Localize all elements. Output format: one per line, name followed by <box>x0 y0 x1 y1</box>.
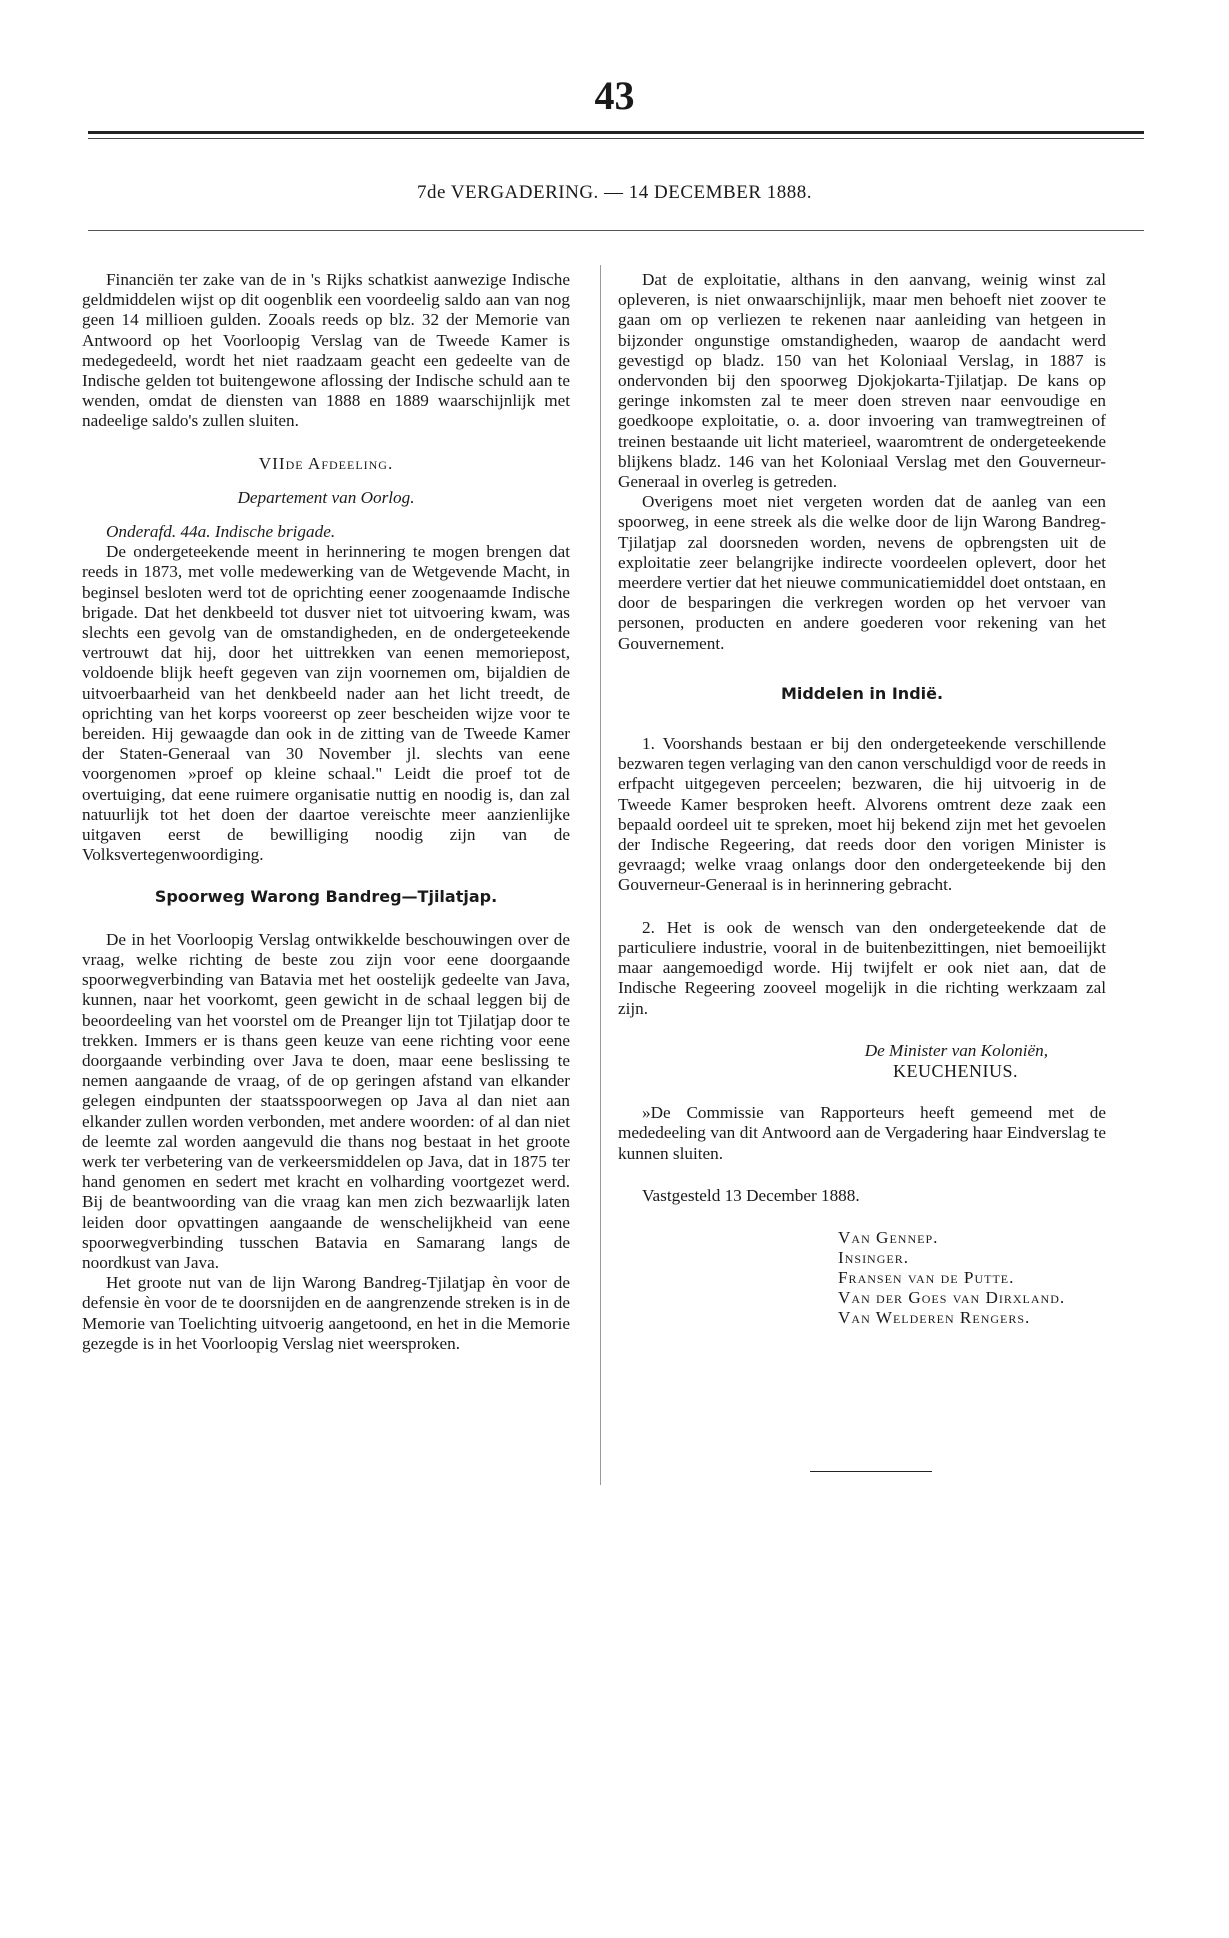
signatory: Van der Goes van Dirxland. <box>838 1287 1066 1307</box>
middelen-heading: Middelen in Indië. <box>780 683 944 703</box>
meeting-heading: 7de VERGADERING. — 14 DECEMBER 1888. <box>416 182 812 203</box>
right-paragraph-5: »De Commissie van Rapporteurs heeft gemeend met de mededeeling van dit Antwoord aan de Vergadering haar Eindverslag te kunnen sluiten. <box>618 1103 1106 1163</box>
right-paragraph-2: Overigens moet niet vergeten worden dat de aanleg van een spoorweg, in eene streek als die welke door de lijn Warong Bandreg-Tjilatjap zal doorsneden worden, nevens de opbrengsten uit de exploitatie zeer belangrijke indirecte voordeelen oplevert, door het meerdere vertier dat het nieuwe communicatiemiddel doet ontstaan, en door de besparingen die verkregen worden op het vervoer van personen, producten en andere goederen voor rekening van het Gouvernement. <box>618 492 1106 653</box>
minister-title: De Minister van Koloniën, <box>864 1040 1048 1060</box>
right-paragraph-3: 1. Voorshands bestaan er bij den ondergeteekende verschillende bezwaren tegen verlaging van den canon verschuldigd voor de reeds in erfpacht uitgegeven perceelen; bezwaren, die hij uitvoerig in de Tweede Kamer besproken heeft. Alvorens omtrent deze zaak een bepaald oordeel uit te spreken, moet hij bekend zijn met het gevoelen der Indische Regeering, dat reeds door den vorigen Minister is gevraagd; welke vraag onlangs door den ondergeteekende bij den Gouverneur-Generaal is in herinnering gebracht. <box>618 734 1106 895</box>
header-rule-thin <box>88 138 1144 139</box>
signatory: Fransen van de Putte. <box>838 1267 1015 1287</box>
signatory: Van Gennep. <box>838 1227 939 1247</box>
right-column <box>618 270 1106 1328</box>
signatory: Insinger. <box>838 1247 910 1267</box>
onderafd-label: Onderafd. 44a. Indische brigade. <box>106 522 336 542</box>
left-column <box>82 270 570 1354</box>
column-divider <box>600 265 601 1485</box>
minister-name: KEUCHENIUS. <box>893 1060 1018 1081</box>
signature-list <box>838 1228 1106 1328</box>
page-number: 43 <box>594 73 635 118</box>
left-paragraph-4: Het groote nut van de lijn Warong Bandreg-Tjilatjap èn voor de defensie èn voor de te doorsnijden en de aangrenzende streken is in de Memorie van Toelichting uitvoerig aangetoond, en het in die Memorie gezegde is in het Voorloopig Verslag niet weersproken. <box>82 1273 570 1353</box>
spoorweg-heading: Spoorweg Warong Bandreg—Tjilatjap. <box>154 887 498 907</box>
departement-heading: Departement van Oorlog. <box>237 487 415 507</box>
afdeeling-heading: VIIde Afdeeling. <box>258 453 394 473</box>
section-rule <box>88 230 1144 231</box>
right-paragraph-1: Dat de exploitatie, althans in den aanvang, weinig winst zal opleveren, is niet onwaarschijnlijk, maar men behoeft niet zoover te gaan om op verliezen te rekenen naar aanleiding van hetgeen in bijzonder ongunstige omstandigheden, waarop de aandacht werd gevestigd op bladz. 150 van het Koloniaal Verslag, in 1887 is ondervonden bij den spoorweg Djokjokarta-Tjilatjap. De kans op geringe inkomsten zal te meer doen streven naar eenvoudige en goedkoope exploitatie, o. a. door invoering van tramwegtreinen of treinen bestaande uit licht materieel, waaromtrent de ondergeteekende blijkens bladz. 146 van het Koloniaal Verslag met den Gouverneur-Generaal in overleg is getreden. <box>618 270 1106 492</box>
left-paragraph-3: De in het Voorloopig Verslag ontwikkelde beschouwingen over de vraag, welke richting de beste zou zijn voor eene doorgaande spoorwegverbinding van Batavia met het oostelijk gedeelte van Java, kunnen, naar het voorkomt, geen gewicht in de schaal leggen bij de beoordeeling van het voorstel om de Preanger lijn tot Tjilatjap door te trekken. Immers er is thans geen keuze van eene richting voor eene doorgaande verbinding over Java te doen, maar eene beslissing te nemen aangaande de vraag, of de op geringen afstand van elkander gelegen eindpunten der staatsspoorwegen op Java al dan niet aan elkander zullen worden verbonden, met andere woorden: of al dan niet de leemte zal worden aangevuld die thans nog bestaat in het groote werk ter verbetering van de verkeersmiddelen op Java, dat in 1875 ter hand genomen en sedert met kracht en volharding voortgezet werd. Bij de beantwoording van die vraag kan men zich bezwaarlijk laten leiden door opvattingen aangaande de wenschelijkheid van eene spoorwegverbinding tusschen Batavia en Samarang langs de noordkust van Java. <box>82 929 570 1272</box>
signatory: Van Welderen Rengers. <box>838 1307 1031 1327</box>
left-paragraph-1: Financiën ter zake van de in 's Rijks schatkist aanwezige Indische geldmiddelen wijst op dit oogenblik een voordeelig saldo aan van nog geen 14 millioen gulden. Zooals reeds op blz. 32 der Memorie van Antwoord op het Voorloopig Verslag van de Tweede Kamer is medegedeeld, wordt het niet raadzaam geacht een gedeelte van de Indische gelden tot buitengewone aflossing der Indische schuld aan te wenden, omdat de diensten van 1888 en 1889 waarschijnlijk met nadeelige saldo's zullen sluiten. <box>82 270 570 431</box>
right-paragraph-4: 2. Het is ook de wensch van den ondergeteekende dat de particuliere industrie, vooral in de buitenbezittingen, niet bemoeilijkt maar aangemoedigd worde. Hij twijfelt er ook niet aan, dat de Indische Regeering zooveel mogelijk in die richting werkzaam zal zijn. <box>618 917 1106 1018</box>
header-rule <box>88 131 1144 134</box>
end-rule <box>810 1471 932 1472</box>
vastgesteld-line: Vastgesteld 13 December 1888. <box>642 1185 860 1205</box>
left-paragraph-2: De ondergeteekende meent in herinnering te mogen brengen dat reeds in 1873, met volle medewerking van de Wetgevende Macht, in beginsel besloten werd tot de oprichting eener zoogenaamde Indische brigade. Dat het denkbeeld tot dusver niet tot uitvoering kwam, was slechts een gevolg van de omstandigheden, en de ondergeteekende vertrouwt dat hij, door het uittrekken van eenen memoriepost, voldoende blijk heeft gegeven van zijn voornemen om, bijaldien de uitvoerbaarheid van het denkbeeld nader aan het licht treedt, de oprichting van het korps vooreerst op zeer bescheiden wijze voor te bereiden. Hij gewaagde dan ook in de zitting van de Tweede Kamer der Staten-Generaal van 30 November jl. slechts van eene voorgenomen »proef op kleine schaal." Leidt die proef tot de overtuiging, dat eene ruimere organisatie nuttig en noodig is, dan zal natuurlijk tot het doen der daartoe vereischte meer aanzienlijke uitgaven eerst de bewilliging noodig zijn van de Volksvertegenwoordiging. <box>82 542 570 865</box>
